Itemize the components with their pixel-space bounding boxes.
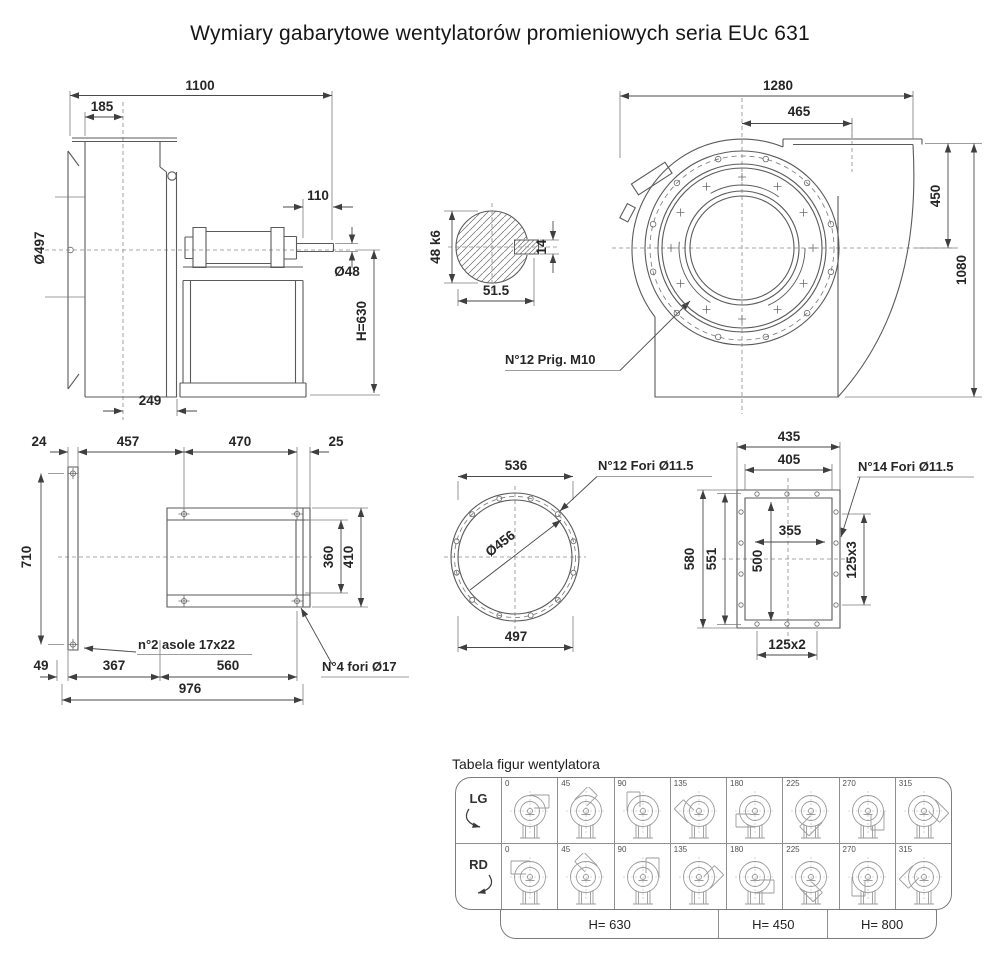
fan-figure-icon [785,853,837,907]
figure-cell-rd-0 [501,843,557,909]
fan-figure-icon [673,853,725,907]
note-slots: n°2 asole 17x22 [138,637,235,652]
dim-551: 551 [704,547,719,571]
angle-label: 180 [730,845,744,854]
fan-figure-icon [617,787,669,841]
dim-24: 24 [31,434,47,449]
note-fori-14: N°14 Fori Ø11.5 [858,459,954,474]
dim-14: 14 [534,239,549,255]
dim-360: 360 [321,545,336,569]
dim-976: 976 [178,681,202,696]
row-label-text: RD [469,856,488,872]
figure-cell-rd-180 [726,843,782,909]
angle-label: 225 [786,779,800,788]
dim-497b: 497 [504,629,528,644]
dim-457: 457 [116,434,140,449]
dim-1100: 1100 [185,78,215,93]
dim-405: 405 [777,452,801,467]
figure-cell-rd-225 [782,843,838,909]
angle-label: 0 [505,845,510,854]
dim-110: 110 [307,188,329,203]
figure-cell-lg-90 [614,778,670,843]
dim-450: 450 [928,184,943,208]
angle-label: 90 [617,845,627,854]
dim-249: 249 [138,393,162,408]
angle-label: 270 [842,845,856,854]
figure-table-title: Tabela figur wentylatora [452,756,600,772]
base-holes [67,468,302,650]
dim-48: Ø48 [334,264,360,279]
fan-figure-icon [504,787,556,841]
angle-label: 315 [898,779,913,788]
figure-cell-lg-45 [557,778,613,843]
row-label-text: LG [469,790,488,806]
fan-figure-icon [842,853,894,907]
angle-label: 135 [673,845,688,854]
figure-cell-lg-0 [501,778,557,843]
figure-grid [455,777,952,910]
front-view [612,78,982,414]
angle-label: 0 [505,779,510,788]
dim-125x3: 125x3 [844,541,859,579]
shaft-detail [428,203,690,371]
angle-label: 225 [786,845,800,854]
figure-cell-lg-180 [726,778,782,843]
figure-cell-rd-135 [670,843,726,909]
figure-table-footer [500,909,937,939]
fan-figure-icon [785,787,837,841]
figure-cell-rd-45 [557,843,613,909]
dim-497: Ø497 [32,231,47,265]
figure-cell-rd-315 [895,843,951,909]
figure-cell-lg-135 [670,778,726,843]
rotation-arrow-icon [460,807,498,831]
dim-500: 500 [750,549,765,573]
fan-figure-icon [617,853,669,907]
figure-cell-lg-270 [839,778,895,843]
dim-456: Ø456 [482,527,518,560]
angle-label: 90 [617,779,627,788]
fan-figure-icon [729,853,781,907]
dim-125x2: 125x2 [768,637,806,652]
dim-710: 710 [19,545,34,569]
angle-label: 45 [561,779,571,788]
dim-367: 367 [102,658,126,673]
dim-536: 536 [504,458,528,473]
note-fori-12: N°12 Fori Ø11.5 [598,458,694,473]
fan-figure-icon [504,853,556,907]
note-holes: N°4 fori Ø17 [322,659,397,674]
dim-560: 560 [216,658,240,673]
fan-figure-icon [673,787,725,841]
inlet-flange-view [444,458,712,652]
figure-cell-rd-270 [839,843,895,909]
angle-label: 45 [561,845,571,854]
height-group-1: H= 450 [718,910,827,938]
height-group-2: H= 800 [827,910,936,938]
row-label-lg [456,778,501,843]
side-view [32,78,380,420]
dim-410: 410 [341,545,356,569]
dim-465: 465 [787,104,811,119]
dim-470: 470 [228,434,252,449]
base-view [19,434,409,705]
figure-table [440,756,970,939]
fan-figure-icon [729,787,781,841]
outlet-flange-view [682,429,974,660]
fan-figure-icon [898,787,950,841]
dim-49: 49 [33,658,49,673]
fan-figure-icon [842,787,894,841]
row-label-rd [456,843,501,909]
dim-48k6: 48 k6 [428,230,443,264]
fan-figure-icon [898,853,950,907]
rotation-arrow-icon [460,873,498,897]
height-group-0: H= 630 [588,916,631,932]
angle-label: 180 [730,779,744,788]
note-prig-m10: N°12 Prig. M10 [505,352,596,367]
dim-185: 185 [90,99,114,114]
figure-cell-rd-90 [614,843,670,909]
dim-1080: 1080 [954,254,969,286]
dim-355: 355 [778,523,802,538]
figure-cell-lg-315 [895,778,951,843]
dim-435: 435 [777,429,801,444]
dim-25: 25 [328,434,344,449]
dim-1280: 1280 [762,78,794,93]
angle-label: 315 [898,845,913,854]
dim-580: 580 [682,547,697,571]
dim-51-5: 51.5 [482,283,510,298]
page-title: Wymiary gabarytowe wentylatorów promieniowych seria EUc 631 [190,22,810,45]
fan-figure-icon [560,853,612,907]
fan-figure-icon [560,787,612,841]
dim-h630: H=630 [354,300,369,342]
figure-cell-lg-225 [782,778,838,843]
angle-label: 270 [842,779,856,788]
angle-label: 135 [673,779,688,788]
